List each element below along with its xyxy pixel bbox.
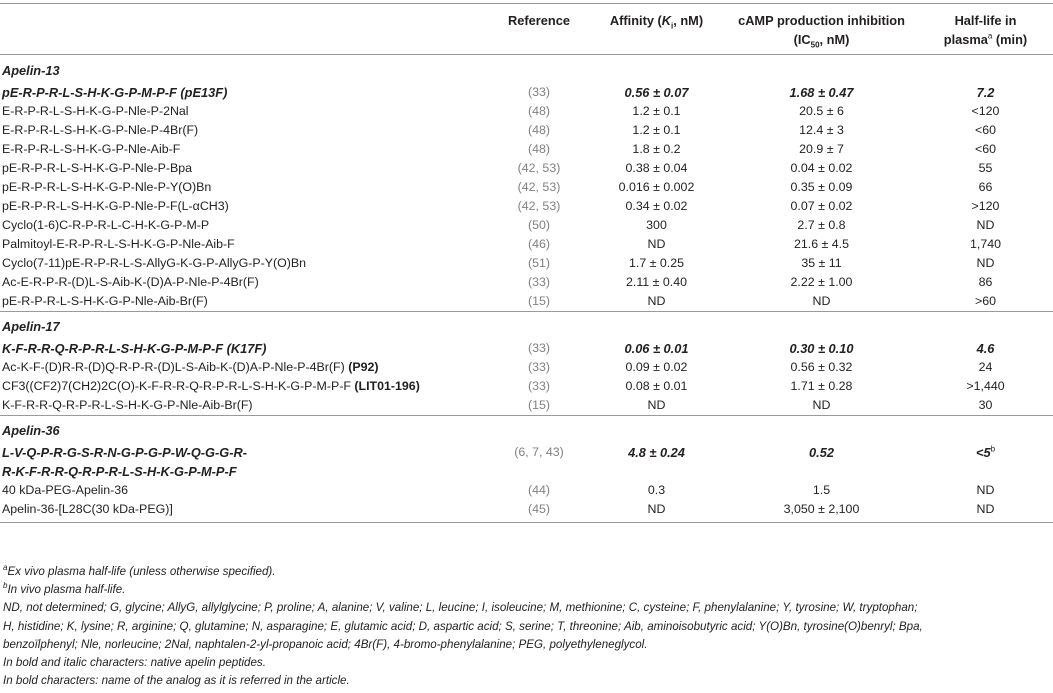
table-row: E-R-P-R-L-S-H-K-G-P-Nle-P-4Br(F) (48) 1.2 ± 0.1 12.4 ± 3 <60 bbox=[2, 123, 997, 137]
table-row: 40 kDa-PEG-Apelin-36 (44) 0.3 1.5 ND bbox=[2, 483, 995, 497]
table-row: Cyclo(1-6)C-R-P-R-L-C-H-K-G-P-M-P (50) 300 2.7 ± 0.8 ND bbox=[2, 218, 995, 232]
group-title: Apelin-13 bbox=[2, 63, 60, 78]
header-camp-inhibition: cAMP production inhibition ($IC_{50}$, nM) bbox=[725, 4, 920, 55]
table-row: CF3((CF2)7(CH2)2C(O)-K-F-R-R-Q-R-P-R-L-S-H-K-G-P-M-P-F (LIT01-196) (33) 0.08 ± 0.01 1.71 ± 0.28 >1,440 bbox=[2, 379, 1005, 393]
table-row: pE-R-P-R-L-S-H-K-G-P-Nle-P-F(L-αCH3) (42, 53) 0.34 ± 0.02 0.07 ± 0.02 >120 bbox=[2, 199, 1000, 213]
table-row: pE-R-P-R-L-S-H-K-G-P-M-P-F (pE13F) (33) 0.56 ± 0.07 1.68 ± 0.47 7.2 bbox=[2, 85, 995, 100]
header-half-life: Half-life in plasma$^a$ (min) bbox=[920, 4, 1053, 55]
table-row: Ac-E-R-P-R-(D)L-S-Aib-K-(D)A-P-Nle-P-4Br(F) (33) 2.11 ± 0.40 2.22 ± 1.00 86 bbox=[2, 275, 993, 289]
group-row-apelin-17 bbox=[0, 312, 1053, 340]
apelin-analogs-table bbox=[0, 3, 1053, 523]
table-row: pE-R-P-R-L-S-H-K-G-P-Nle-Aib-Br(F) (15) ND ND >60 bbox=[2, 294, 997, 308]
header-reference: Reference bbox=[490, 4, 590, 55]
table-row: Cyclo(7-11)pE-R-P-R-L-S-AllyG-K-G-P-AllyG-P-Y(O)Bn (51) 1.7 ± 0.25 35 ± 11 ND bbox=[2, 256, 995, 270]
analog-name: (LIT01-196) bbox=[354, 379, 420, 393]
table-footnotes bbox=[3, 563, 1048, 690]
table-row: L-V-Q-P-R-G-S-R-N-G-P-G-P-W-Q-G-G-R- R-K-F-R-R-Q-R-P-R-L-S-H-K-G-P-M-P-F (6, 7, 43) 4.8 ± 0.24 0.52 $<5^b$ bbox=[2, 444, 996, 479]
analog-name: (P92) bbox=[348, 360, 379, 374]
table-row: Palmitoyl-E-R-P-R-L-S-H-K-G-P-Nle-Aib-F (46) ND 21.6 ± 4.5 1,740 bbox=[2, 237, 1001, 251]
table-row: pE-R-P-R-L-S-H-K-G-P-Nle-P-Y(O)Bn (42, 53) 0.016 ± 0.002 0.35 ± 0.09 66 bbox=[2, 180, 993, 194]
group-row-apelin-36 bbox=[0, 416, 1053, 444]
table-header-row bbox=[0, 4, 1053, 55]
table-row: E-R-P-R-L-S-H-K-G-P-Nle-P-2Nal (48) 1.2 ± 0.1 20.5 ± 6 <120 bbox=[2, 104, 1000, 118]
bold-note: In bold characters: name of the analog as it is referred in the article. bbox=[3, 674, 350, 688]
abbreviations-line-3: benzoïlphenyl; Nle, norleucine; 2Nal, naphtalen-2-yl-propanoic acid; 4Br(F), 4-bromo-phenylalanine; PEG, polyethyleneglycol. bbox=[3, 637, 648, 651]
footnote-b: $^b$In vivo plasma half-life. bbox=[3, 581, 126, 597]
group-row-apelin-13 bbox=[0, 55, 1053, 84]
header-peptide bbox=[0, 4, 490, 55]
table-row: K-F-R-R-Q-R-P-R-L-S-H-K-G-P-Nle-Aib-Br(F) (15) ND ND 30 bbox=[2, 398, 993, 412]
table-row: E-R-P-R-L-S-H-K-G-P-Nle-Aib-F (48) 1.8 ± 0.2 20.9 ± 7 <60 bbox=[2, 142, 997, 156]
group-title: Apelin-36 bbox=[0, 416, 1053, 444]
abbreviations-line-1: ND, not determined; G, glycine; AllyG, allylglycine; P, proline; A, alanine; V, valine; L, leucine; I, isoleucine; M, methionine; C, cysteine; F, phenylalanine; Y, tyrosine; W, tryptophan; bbox=[3, 601, 918, 615]
header-affinity: Affinity ($K_i$, nM) bbox=[590, 4, 725, 55]
table-row: Ac-K-F-(D)R-R-(D)Q-R-P-R-(D)L-S-Aib-K-(D)A-P-Nle-P-4Br(F) (P92) (33) 0.09 ± 0.02 0.56 ± 0.32 24 bbox=[2, 360, 993, 374]
abbreviations-line-2: H, histidine; K, lysine; R, arginine; Q, glutamine; N, asparagine; E, glutamic acid; D, aspartic acid; S, serine; T, threonine; Aib, aminoisobutyric acid; Y(O)Bn, tyrosine(O)benryl; Bpa, bbox=[3, 619, 923, 633]
footnote-a: $^a$Ex vivo plasma half-life (unless otherwise specified). bbox=[3, 563, 276, 578]
bold-italic-note: In bold and italic characters: native apelin peptides. bbox=[3, 656, 266, 670]
group-title: Apelin-17 bbox=[0, 312, 1053, 340]
table-row: K-F-R-R-Q-R-P-R-L-S-H-K-G-P-M-P-F (K17F) (33) 0.06 ± 0.01 0.30 ± 0.10 4.6 bbox=[2, 341, 995, 356]
table-row: Apelin-36-[L28C(30 kDa-PEG)] (45) ND 3,050 ± 2,100 ND bbox=[0, 500, 1053, 523]
table-row: pE-R-P-R-L-S-H-K-G-P-Nle-P-Bpa (42, 53) 0.38 ± 0.04 0.04 ± 0.02 55 bbox=[2, 161, 993, 175]
